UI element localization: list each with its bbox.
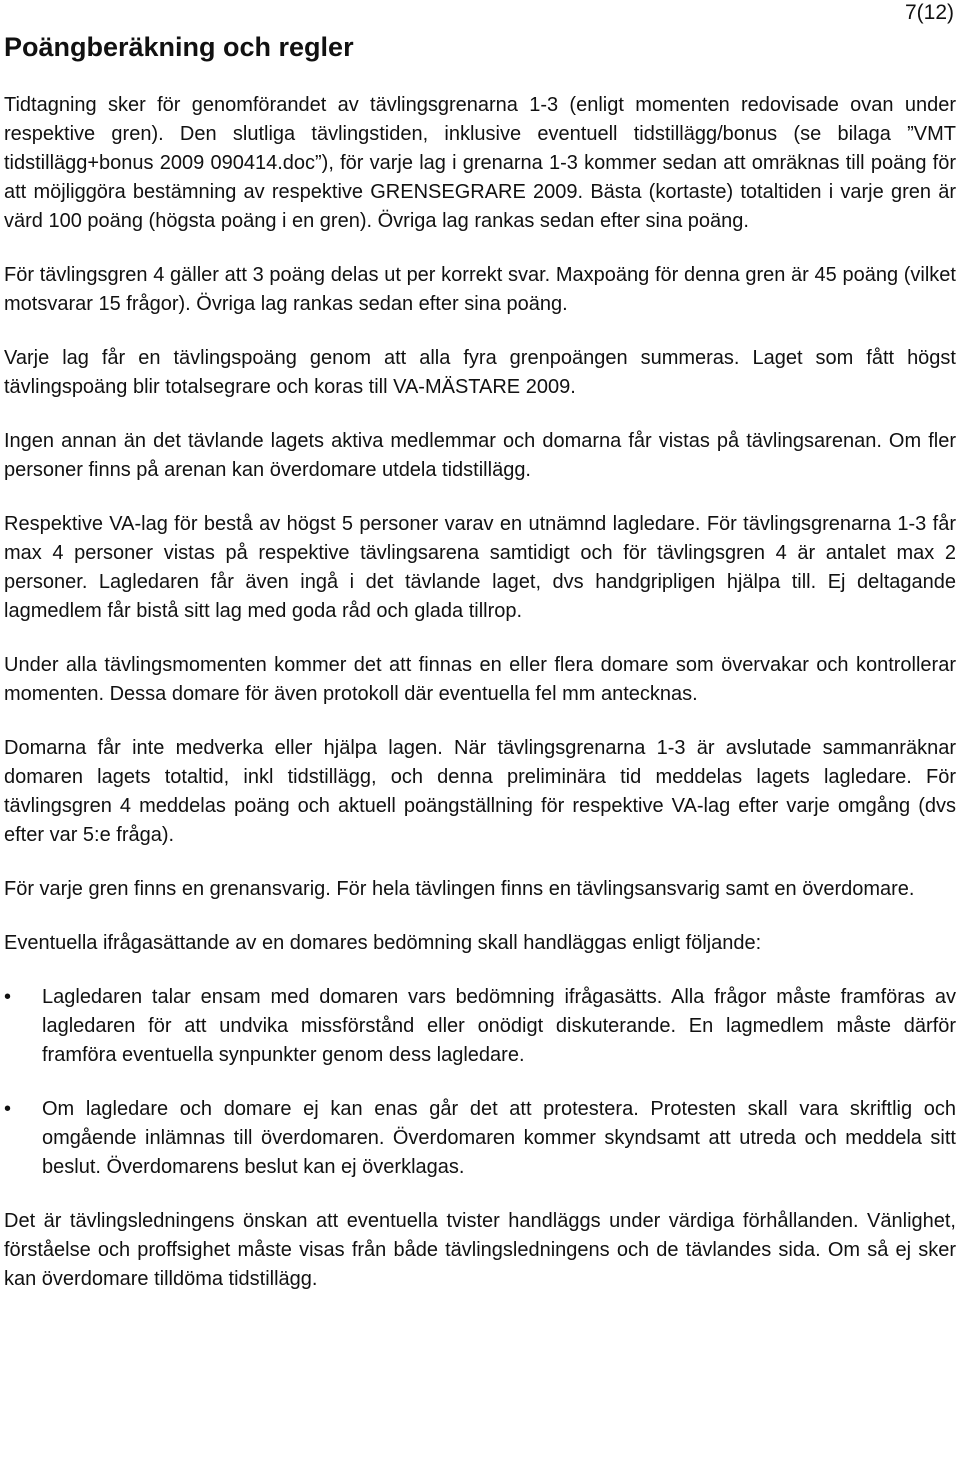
paragraph-judges-duties: Domarna får inte medverka eller hjälpa lagen. När tävlingsgrenarna 1-3 är avslutade sammanräknar domaren lagets totaltid, inkl tidstillägg, och denna preliminära tid meddelas lagets lagledare. För tävlingsgren 4 meddelas poäng och aktuell poängställning för respektive VA-lag efter varje omgång (dvs efter var 5:e fråga).	[4, 737, 956, 846]
list-item	[4, 1095, 956, 1182]
paragraph-timing: Tidtagning sker för genomförandet av tävlingsgrenarna 1-3 (enligt momenten redovisade ovan under respektive gren). Den slutliga tävlingstiden, inklusive eventuell tidstillägg/bonus (se bilaga ”VMT tidstillägg+bonus 2009 090414.doc”), för varje lag i grenarna 1-3 kommer sedan att omräknas till poäng för att möjliggöra bestämning av respektive GRENSEGRARE 2009. Bästa (kortaste) totaltiden i varje gren är värd 100 poäng (högsta poäng i en gren). Övriga lag rankas sedan efter sina poäng.	[4, 94, 956, 232]
paragraph-team-size: Respektive VA-lag för bestå av högst 5 personer varav en utnämnd lagledare. För tävlingsgrenarna 1-3 får max 4 personer vistas på respektive tävlingsarena samtidigt och för tävlingsgren 4 är antalet max 2 personer. Lagledaren får även ingå i det tävlande laget, dvs handgripligen hjälpa till. Ej deltagande lagmedlem får bistå sitt lag med goda råd och glada tillrop.	[4, 513, 956, 622]
bullet-icon: •	[4, 986, 12, 1008]
document-body	[4, 91, 956, 1319]
paragraph-judges: Under alla tävlingsmomenten kommer det att finnas en eller flera domare som övervakar och kontrollerar momenten. Dessa domare för även protokoll där eventuella fel mm antecknas.	[4, 654, 956, 705]
paragraph-arena-access: Ingen annan än det tävlande lagets aktiva medlemmar och domarna får vistas på tävlingsarenan. Om fler personer finns på arenan kan överdomare utdela tidstillägg.	[4, 430, 956, 481]
paragraph-gren-4-points: För tävlingsgren 4 gäller att 3 poäng delas ut per korrekt svar. Maxpoäng för denna gren är 45 poäng (vilket motsvarar 15 frågor). Övriga lag rankas sedan efter sina poäng.	[4, 264, 956, 315]
appeals-list	[4, 983, 956, 1182]
paragraph-responsibles: För varje gren finns en grenansvarig. För hela tävlingen finns en tävlingsansvarig samt en överdomare.	[4, 878, 915, 900]
paragraph-total-score: Varje lag får en tävlingspoäng genom att alla fyra grenpoängen summeras. Laget som fått högst tävlingspoäng blir totalsegrare och koras till VA-MÄSTARE 2009.	[4, 347, 956, 398]
page-title: Poängberäkning och regler	[4, 32, 354, 62]
paragraph-appeals-intro: Eventuella ifrågasättande av en domares bedömning skall handläggas enligt följande:	[4, 932, 762, 954]
page-number: 7(12)	[904, 1, 954, 24]
list-item-text: Lagledaren talar ensam med domaren vars bedömning ifrågasätts. Alla frågor måste framföras av lagledaren för att undvika missförstånd eller onödigt diskuterande. En lagmedlem måste därför framföra eventuella synpunkter genom dess lagledare.	[42, 986, 956, 1066]
paragraph-closing: Det är tävlingsledningens önskan att eventuella tvister handläggs under värdiga förhållanden. Vänlighet, förståelse och proffsighet måste visas från både tävlingsledningens och de tävlandes sida. Om så ej sker kan överdomare tilldöma tidstillägg.	[4, 1210, 956, 1290]
list-item	[4, 983, 956, 1070]
list-item-text: Om lagledare och domare ej kan enas går det att protestera. Protesten skall vara skriftlig och omgående inlämnas till överdomaren. Överdomaren kommer skyndsamt att utreda och meddela sitt beslut. Överdomarens beslut kan ej överklagas.	[42, 1098, 956, 1178]
bullet-icon: •	[4, 1098, 12, 1120]
